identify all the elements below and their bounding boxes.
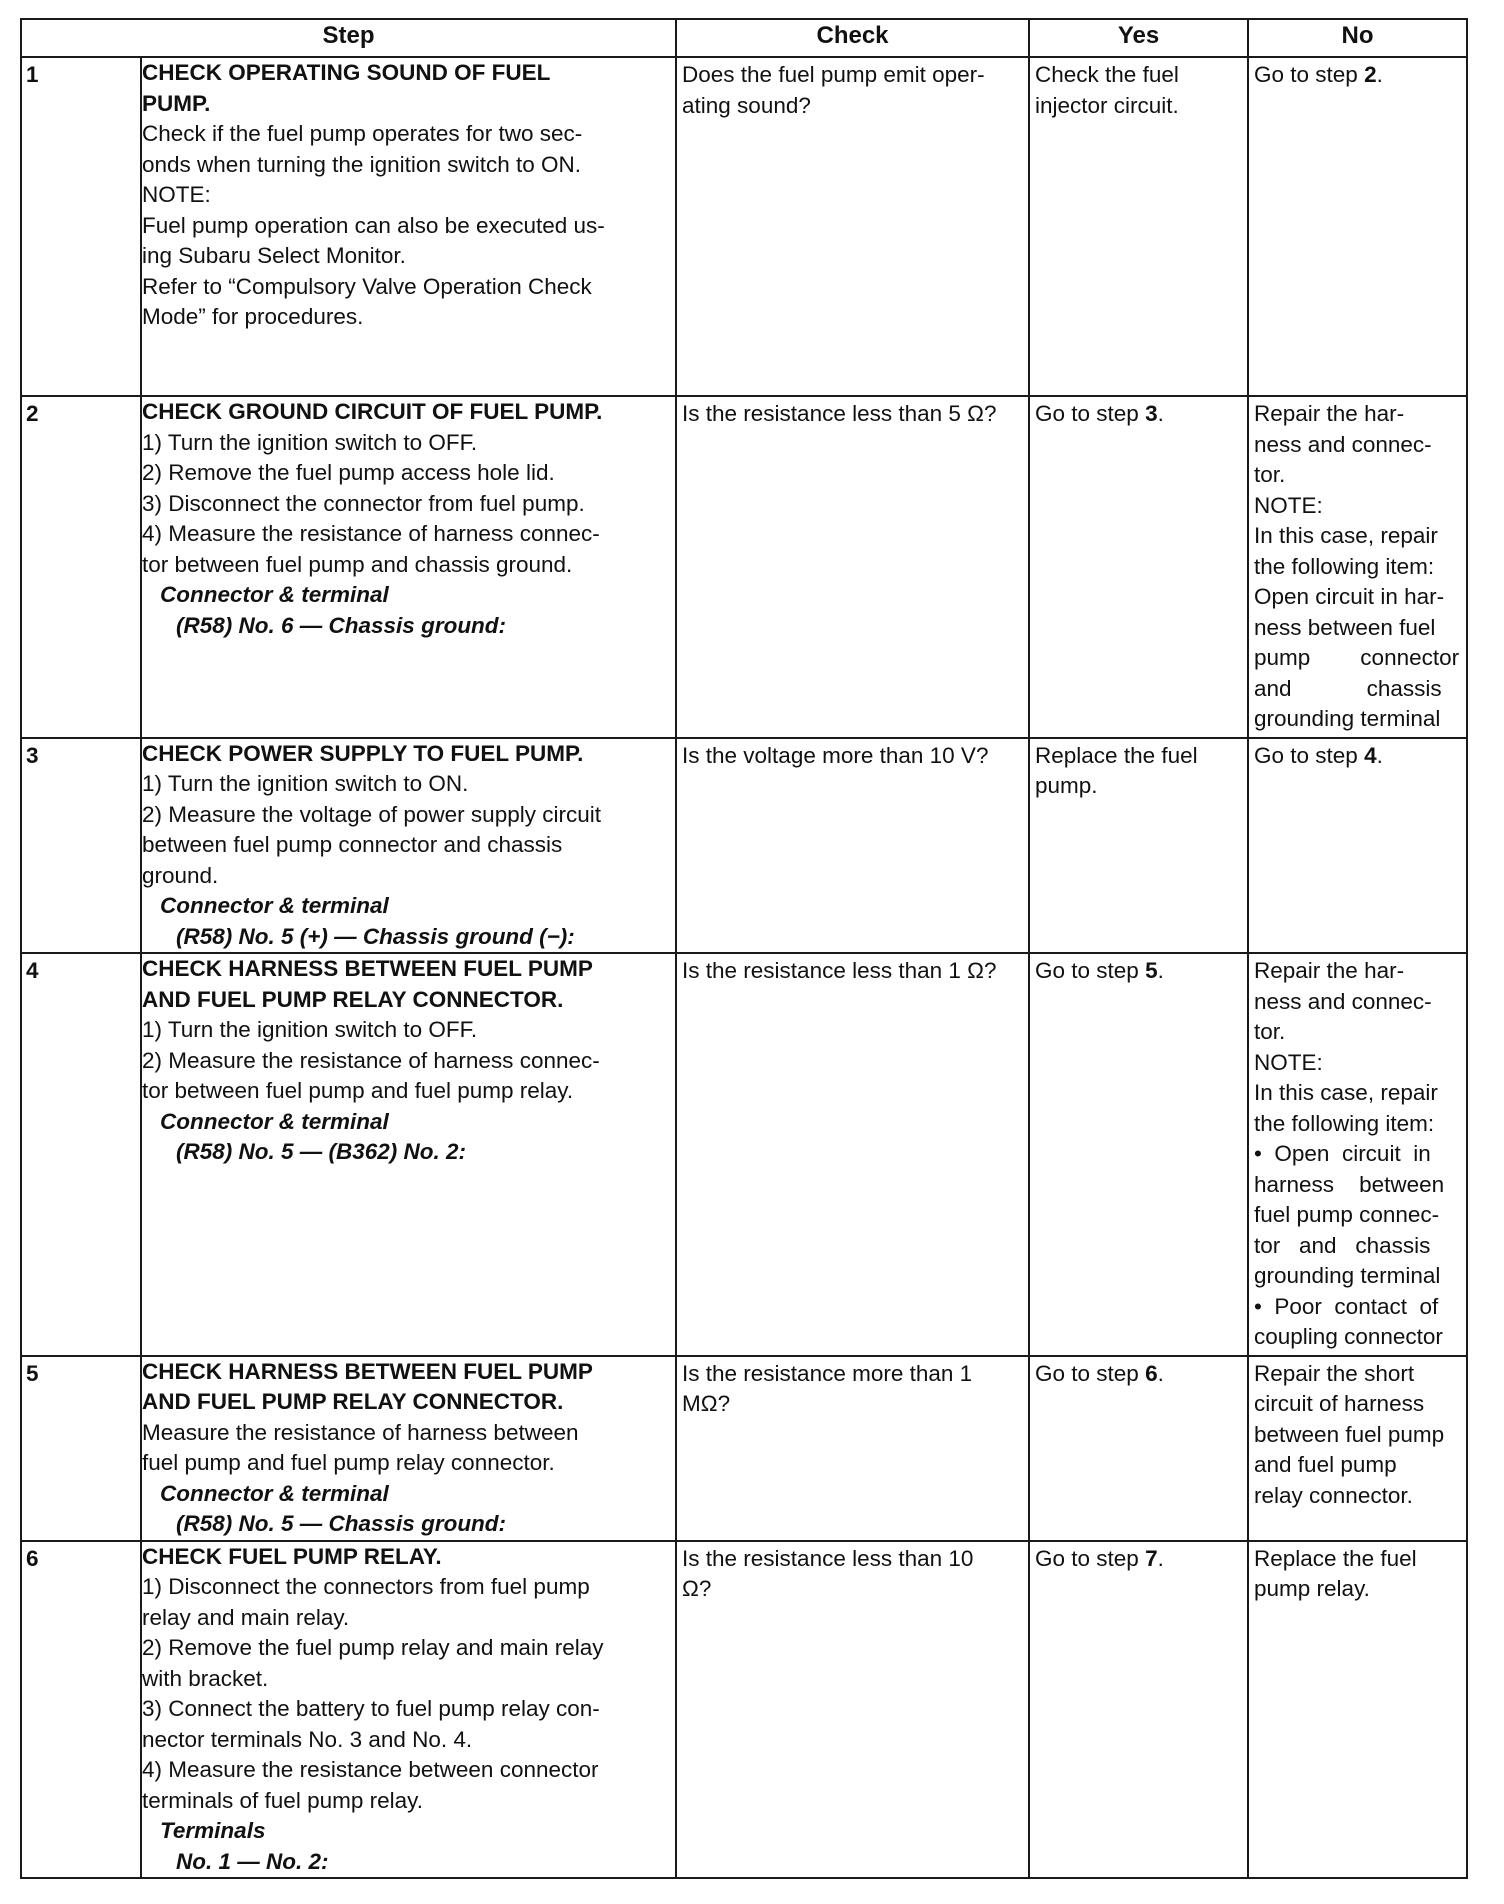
step-title-cont: AND FUEL PUMP RELAY CONNECTOR. — [142, 986, 564, 1012]
yes-cell — [1029, 396, 1248, 738]
step-line: 4) Measure the resistance of harness connec- — [142, 521, 600, 546]
step-title: CHECK POWER SUPPLY TO FUEL PUMP. — [142, 740, 584, 766]
no-line: tor and chassis — [1254, 1232, 1431, 1258]
step-line: ground. — [142, 862, 219, 888]
step-line: 2) Remove the fuel pump relay and main relay — [142, 1635, 604, 1660]
step-content — [141, 1541, 676, 1879]
yes-text: . — [1157, 1360, 1164, 1386]
step-line: onds when turning the ignition switch to ON. — [142, 151, 581, 177]
check-cell — [676, 1356, 1029, 1541]
check-line: Does the fuel pump emit oper- — [682, 62, 985, 87]
step-line: with bracket. — [142, 1665, 269, 1691]
yes-text: Go to step — [1035, 1360, 1146, 1386]
step-line: 4) Measure the resistance between connector — [142, 1757, 599, 1782]
check-cell — [676, 953, 1029, 1356]
yes-cell — [1029, 738, 1248, 954]
table-row — [21, 1356, 1467, 1541]
check-cell — [676, 1541, 1029, 1879]
yes-line: Replace the fuel — [1035, 742, 1198, 768]
yes-cell — [1029, 1541, 1248, 1879]
no-line: In this case, repair — [1254, 523, 1438, 548]
step-line: Mode” for procedures. — [142, 304, 364, 329]
step-content — [141, 738, 676, 954]
yes-text: Go to step — [1035, 401, 1146, 426]
step-ref: 5 — [1145, 958, 1158, 983]
step-line: nector terminals No. 3 and No. 4. — [142, 1726, 473, 1752]
yes-line: injector circuit. — [1035, 92, 1179, 118]
no-line: • Poor contact of — [1254, 1293, 1439, 1319]
no-line: Repair the har- — [1254, 958, 1405, 983]
connector-label: Connector & terminal — [160, 1108, 389, 1134]
step-line: relay and main relay. — [142, 1604, 350, 1630]
connector-label: Connector & terminal — [160, 582, 389, 607]
yes-cell — [1029, 57, 1248, 396]
no-line: In this case, repair — [1254, 1080, 1438, 1105]
check-line: Ω? — [682, 1576, 712, 1601]
no-line: Repair the short — [1254, 1360, 1415, 1386]
step-line: tor between fuel pump and fuel pump relay. — [142, 1078, 574, 1103]
no-cell — [1248, 57, 1467, 396]
no-line: and fuel pump — [1254, 1452, 1397, 1477]
yes-text: . — [1157, 1545, 1164, 1571]
no-line: fuel pump connec- — [1254, 1202, 1440, 1227]
note-label: NOTE: — [142, 182, 211, 207]
no-line: coupling connector — [1254, 1324, 1443, 1349]
step-line: fuel pump and fuel pump relay connector. — [142, 1450, 555, 1475]
step-line: 1) Turn the ignition switch to ON. — [142, 771, 469, 796]
step-line: Check if the fuel pump operates for two sec- — [142, 121, 583, 146]
connector-value: (R58) No. 6 — Chassis ground: — [176, 612, 507, 638]
header-check: Check — [676, 19, 1029, 57]
table-row — [21, 953, 1467, 1356]
step-line: ing Subaru Select Monitor. — [142, 243, 406, 268]
check-line: MΩ? — [682, 1391, 731, 1416]
no-line: relay connector. — [1254, 1482, 1413, 1508]
step-title-cont: PUMP. — [142, 90, 211, 116]
connector-label: Connector & terminal — [160, 1480, 389, 1506]
note-label: NOTE: — [1254, 492, 1323, 518]
check-line: Is the resistance less than 1 Ω? — [682, 958, 997, 983]
table-row — [21, 57, 1467, 396]
yes-text: . — [1157, 958, 1164, 983]
check-line: ating sound? — [682, 92, 811, 118]
step-number: 2 — [21, 396, 141, 738]
step-content — [141, 57, 676, 396]
header-row — [21, 19, 1467, 57]
step-number: 1 — [21, 57, 141, 396]
step-ref: 4 — [1364, 742, 1377, 768]
step-line: 3) Connect the battery to fuel pump relay con- — [142, 1696, 600, 1721]
step-content — [141, 396, 676, 738]
no-line: harness between — [1254, 1171, 1445, 1197]
no-cell — [1248, 738, 1467, 954]
step-line: 1) Turn the ignition switch to OFF. — [142, 1017, 478, 1042]
step-title-cont: AND FUEL PUMP RELAY CONNECTOR. — [142, 1389, 564, 1414]
step-content — [141, 953, 676, 1356]
check-cell — [676, 396, 1029, 738]
yes-text: Go to step — [1035, 1545, 1146, 1571]
no-line: pump connector — [1254, 645, 1460, 670]
header-yes: Yes — [1029, 19, 1248, 57]
yes-line: pump. — [1035, 773, 1098, 798]
check-line: Is the resistance less than 10 — [682, 1545, 974, 1571]
no-line: the following item: — [1254, 553, 1435, 579]
step-ref: 6 — [1145, 1360, 1158, 1386]
no-line: grounding terminal — [1254, 706, 1441, 731]
no-text: Go to step — [1254, 742, 1365, 768]
diagnostic-table — [20, 18, 1468, 1879]
step-title: CHECK HARNESS BETWEEN FUEL PUMP — [142, 1358, 593, 1384]
no-text: . — [1376, 62, 1383, 87]
step-number: 3 — [21, 738, 141, 954]
no-line: Repair the har- — [1254, 401, 1405, 426]
step-ref: 2 — [1364, 62, 1377, 87]
check-cell — [676, 57, 1029, 396]
check-line: Is the resistance less than 5 Ω? — [682, 401, 997, 426]
step-line: 2) Measure the voltage of power supply circuit — [142, 801, 601, 827]
step-title: CHECK HARNESS BETWEEN FUEL PUMP — [142, 956, 593, 981]
note-label: NOTE: — [1254, 1049, 1323, 1075]
check-line: Is the voltage more than 10 V? — [682, 742, 989, 768]
step-line: Refer to “Compulsory Valve Operation Check — [142, 273, 592, 299]
step-line: Fuel pump operation can also be executed us- — [142, 212, 605, 238]
connector-value: (R58) No. 5 (+) — Chassis ground (−): — [176, 923, 575, 949]
step-title: CHECK FUEL PUMP RELAY. — [142, 1543, 442, 1569]
step-title: CHECK OPERATING SOUND OF FUEL — [142, 60, 551, 85]
connector-value: (R58) No. 5 — Chassis ground: — [176, 1511, 507, 1536]
no-line: circuit of harness — [1254, 1391, 1425, 1416]
no-line: and chassis — [1254, 675, 1442, 701]
no-line: ness and connec- — [1254, 988, 1432, 1014]
yes-cell — [1029, 1356, 1248, 1541]
no-line: • Open circuit in — [1254, 1141, 1431, 1166]
step-content — [141, 1356, 676, 1541]
no-cell — [1248, 1356, 1467, 1541]
connector-value: (R58) No. 5 — (B362) No. 2: — [176, 1139, 467, 1164]
connector-label: Connector & terminal — [160, 893, 389, 918]
connector-value: No. 1 — No. 2: — [176, 1848, 329, 1874]
step-line: Measure the resistance of harness between — [142, 1419, 579, 1445]
no-line: ness and connec- — [1254, 431, 1432, 457]
step-line: 2) Remove the fuel pump access hole lid. — [142, 460, 555, 485]
step-line: terminals of fuel pump relay. — [142, 1787, 423, 1813]
header-step: Step — [21, 19, 676, 57]
header-no: No — [1248, 19, 1467, 57]
no-line: tor. — [1254, 1019, 1286, 1044]
no-text: Go to step — [1254, 62, 1365, 87]
table-row — [21, 396, 1467, 738]
step-line: 1) Disconnect the connectors from fuel pump — [142, 1574, 590, 1599]
table-row — [21, 738, 1467, 954]
step-ref: 7 — [1145, 1545, 1158, 1571]
no-cell — [1248, 1541, 1467, 1879]
yes-cell — [1029, 953, 1248, 1356]
no-text: . — [1376, 742, 1383, 768]
step-number: 6 — [21, 1541, 141, 1879]
step-ref: 3 — [1145, 401, 1158, 426]
no-cell — [1248, 953, 1467, 1356]
no-line: tor. — [1254, 462, 1286, 487]
no-line: Open circuit in har- — [1254, 584, 1445, 609]
connector-label: Terminals — [160, 1818, 266, 1843]
yes-text: . — [1157, 401, 1164, 426]
no-line: grounding terminal — [1254, 1263, 1441, 1288]
step-line: 2) Measure the resistance of harness connec- — [142, 1047, 600, 1073]
step-number: 4 — [21, 953, 141, 1356]
step-line: between fuel pump connector and chassis — [142, 832, 563, 857]
yes-text: Go to step — [1035, 958, 1146, 983]
no-line: between fuel pump — [1254, 1421, 1445, 1447]
table-row — [21, 1541, 1467, 1879]
step-title: CHECK GROUND CIRCUIT OF FUEL PUMP. — [142, 399, 603, 424]
no-cell — [1248, 396, 1467, 738]
no-line: Replace the fuel — [1254, 1545, 1417, 1571]
check-cell — [676, 738, 1029, 954]
no-line: pump relay. — [1254, 1576, 1370, 1601]
no-line: the following item: — [1254, 1110, 1435, 1136]
no-line: ness between fuel — [1254, 614, 1436, 640]
step-line: 1) Turn the ignition switch to OFF. — [142, 429, 478, 455]
step-line: 3) Disconnect the connector from fuel pump. — [142, 490, 585, 516]
check-line: Is the resistance more than 1 — [682, 1360, 973, 1386]
yes-line: Check the fuel — [1035, 62, 1179, 87]
step-line: tor between fuel pump and chassis ground. — [142, 551, 573, 577]
step-number: 5 — [21, 1356, 141, 1541]
